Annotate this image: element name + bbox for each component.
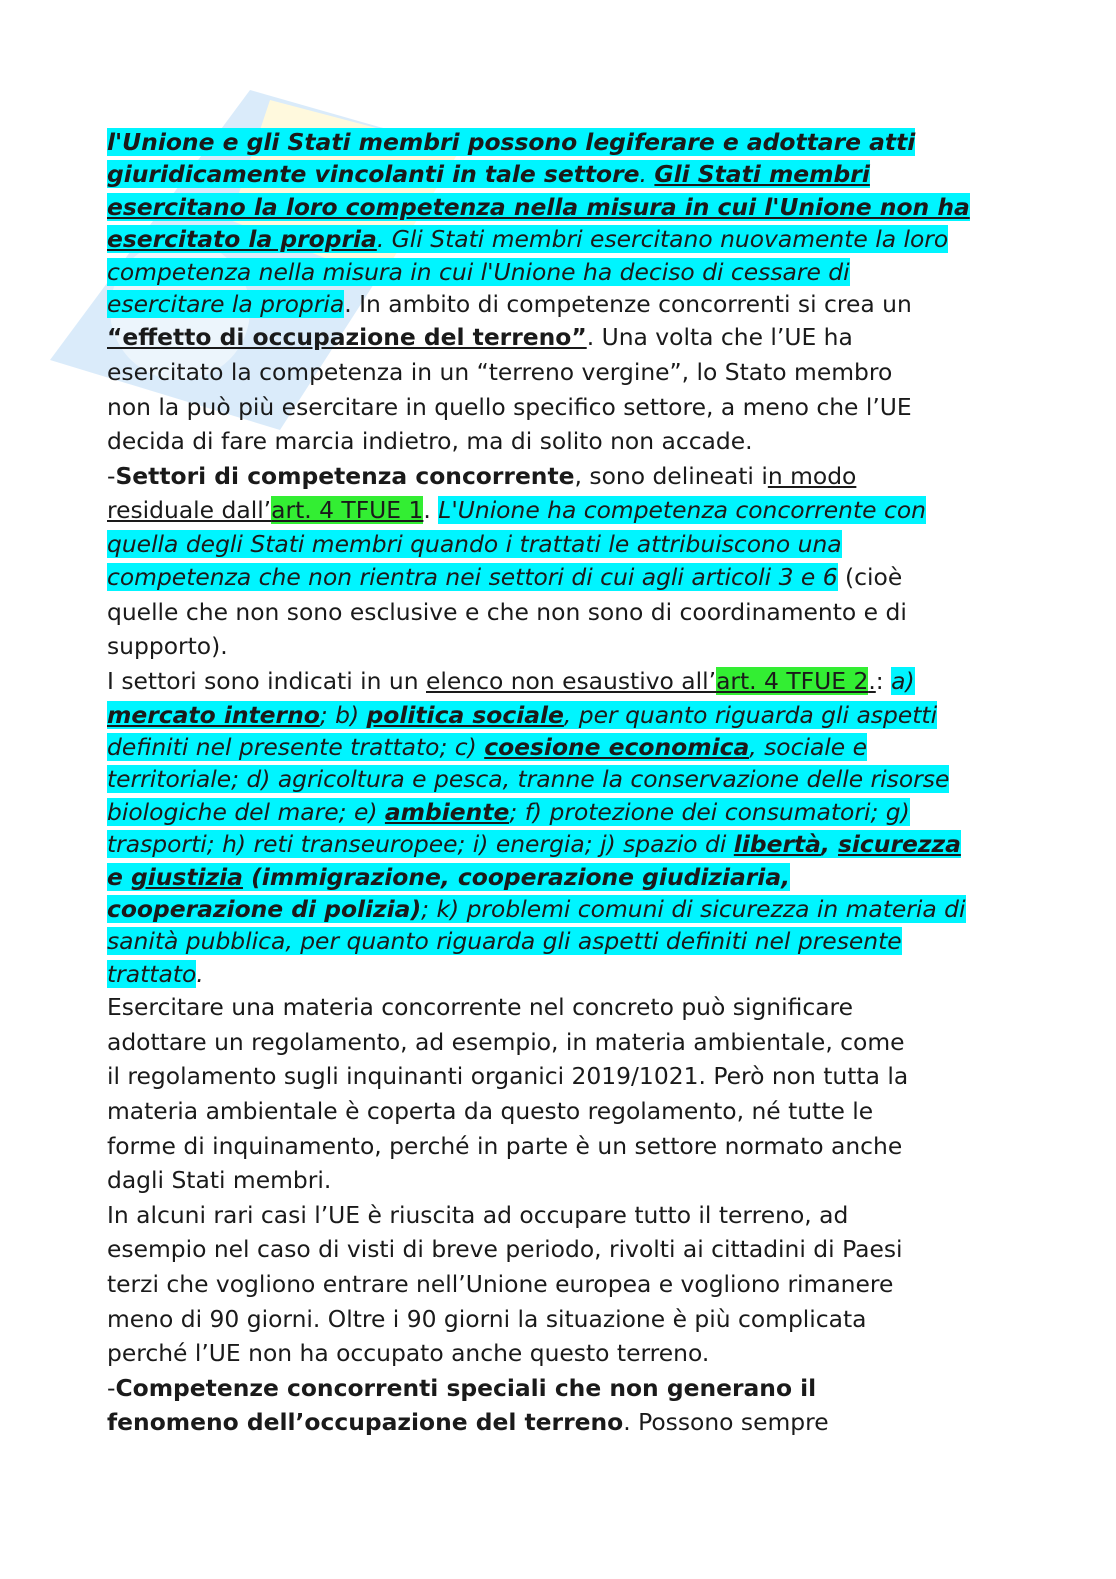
text-run: mercato interno [107,700,320,729]
text-run: In alcuni rari casi l’UE è riuscita ad occupare tutto il terreno, ad [107,1200,849,1229]
text-line [107,1059,1012,1094]
text-run: : [875,667,892,696]
document-body [107,126,1012,1440]
text-run: materia ambientale è coperta da questo regolamento, né tutte le [107,1096,874,1125]
text-line [107,1302,1012,1337]
text-run: n modo [767,461,857,490]
text-line [107,424,1012,459]
text-run: competenza che non rientra nei settori di cui agli articoli 3 e 6 [107,563,838,592]
text-run: e [107,862,132,891]
text-run: . [423,496,439,525]
text-run: . [196,959,204,988]
text-line [107,390,1012,425]
text-line [107,664,1012,699]
text-run: terzi che vogliono entrare nell’Unione europea e vogliono rimanere [107,1269,894,1298]
text-line [107,1094,1012,1129]
text-run: elenco non esaustivo all’ [426,667,717,696]
text-run: L'Unione ha competenza concorrente con [438,496,926,525]
text-run: esempio nel caso di visti di breve periodo, rivolti ai cittadini di Paesi [107,1235,903,1264]
text-run: ; f) protezione dei consumatori; g) [509,797,910,826]
text-line [107,1025,1012,1060]
text-line [107,493,1012,528]
text-line [107,1336,1012,1371]
text-line [107,893,1012,925]
text-run: Competenze concorrenti speciali che non generano il [115,1373,817,1402]
text-run: competenza nella misura in cui l'Unione ha deciso di cessare di [107,257,850,286]
text-run: ambiente [384,797,510,826]
text-run: , [820,830,838,859]
text-run: a) [891,667,915,696]
text-run: esercitare la propria [107,289,345,318]
text-run: Esercitare una materia concorrente nel concreto può significare [107,993,854,1022]
text-run: forme di inquinamento, perché in parte è un settore normato anche [107,1131,903,1160]
text-line [107,1198,1012,1233]
text-run: - [107,1373,116,1402]
text-line [107,958,1012,990]
text-run: giustizia [131,862,243,891]
text-run: residuale dall’ [107,496,272,525]
text-run: quella degli Stati membri quando i trattati le attribuiscono una [107,529,842,558]
text-run: . Possono sempre [623,1408,829,1437]
text-run: “effetto di occupazione del terreno” [107,323,587,352]
text-run: dagli Stati membri. [107,1166,332,1195]
text-run: meno di 90 giorni. Oltre i 90 giorni la situazione è più complicata [107,1304,867,1333]
text-run: . [639,160,655,189]
text-run: trasporti; h) reti transeuropee; i) energia; j) spazio di [107,830,734,859]
text-run: ; b) [319,700,367,729]
text-line [107,629,1012,664]
text-run: adottare un regolamento, ad esempio, in materia ambientale, come [107,1027,905,1056]
text-line [107,763,1012,795]
text-run: quelle che non sono esclusive e che non sono di coordinamento e di [107,597,907,626]
text-run: sicurezza [837,830,961,859]
text-line [107,1163,1012,1198]
text-line [107,990,1012,1025]
text-run: fenomeno dell’occupazione del terreno [107,1408,624,1437]
text-run: , per quanto riguarda gli aspetti [563,700,938,729]
text-line [107,459,1012,494]
text-line [107,731,1012,763]
text-line [107,1267,1012,1302]
text-run: politica sociale [366,700,564,729]
text-run: coesione economica [484,733,750,762]
text-run: - [107,461,116,490]
text-run: trattato [107,959,197,988]
text-run: sanità pubblica, per quanto riguarda gli aspetti definiti nel presente [107,927,902,956]
text-run: Gli Stati membri [654,160,870,189]
text-run: . Gli Stati membri esercitano nuovamente la loro [376,225,949,254]
text-run: non la può più esercitare in quello specifico settore, a meno che l’UE [107,392,912,421]
article-reference: art. 4 TFUE 1 [271,496,424,525]
text-run: . [868,667,876,696]
text-run: . Una volta che l’UE ha [586,323,853,352]
text-line [107,288,1012,320]
text-line [107,126,1012,158]
text-line [107,223,1012,255]
text-run: Settori di competenza concorrente [115,461,575,490]
text-run: territoriale; d) agricoltura e pesca, tranne la conservazione delle risorse [107,765,950,794]
text-line [107,595,1012,630]
text-run: supporto). [107,632,228,661]
text-run: ; k) problemi comuni di sicurezza in materia di [421,895,966,924]
text-line [107,191,1012,223]
text-line [107,861,1012,893]
text-line [107,699,1012,731]
text-run: esercitato la competenza in un “terreno vergine”, lo Stato membro [107,357,893,386]
text-run: definiti nel presente trattato; c) [107,733,485,762]
text-line [107,925,1012,957]
text-run: . In ambito di competenze concorrenti si crea un [344,289,912,318]
text-line [107,528,1012,560]
text-run: esercitato la propria [107,225,377,254]
text-run: , sociale e [749,733,868,762]
text-run: giuridicamente vincolanti in tale settore [107,160,640,189]
article-reference: art. 4 TFUE 2 [716,667,869,696]
text-run: (cioè [837,563,903,592]
text-run: esercitano la loro competenza nella misura in cui l'Unione non ha [107,192,970,221]
text-line [107,320,1012,355]
text-run: decida di fare marcia indietro, ma di solito non accade. [107,427,753,456]
text-run: I settori sono indicati in un [107,667,426,696]
text-run: cooperazione di polizia) [107,895,422,924]
text-line [107,828,1012,860]
text-run: il regolamento sugli inquinanti organici 2019/1021. Però non tutta la [107,1062,909,1091]
text-line [107,256,1012,288]
text-line [107,1232,1012,1267]
text-run: (immigrazione, cooperazione giudiziaria, [242,862,790,891]
text-line [107,796,1012,828]
text-run: perché l’UE non ha occupato anche questo terreno. [107,1339,710,1368]
text-run: libertà [733,830,821,859]
text-run: biologiche del mare; e) [107,797,385,826]
text-line [107,1405,1012,1440]
text-line [107,1371,1012,1406]
text-line [107,560,1012,595]
text-line [107,158,1012,190]
text-run: , sono delineati i [574,461,768,490]
text-line [107,1129,1012,1164]
text-line [107,355,1012,390]
text-run: l'Unione e gli Stati membri possono legiferare e adottare atti [107,128,916,156]
